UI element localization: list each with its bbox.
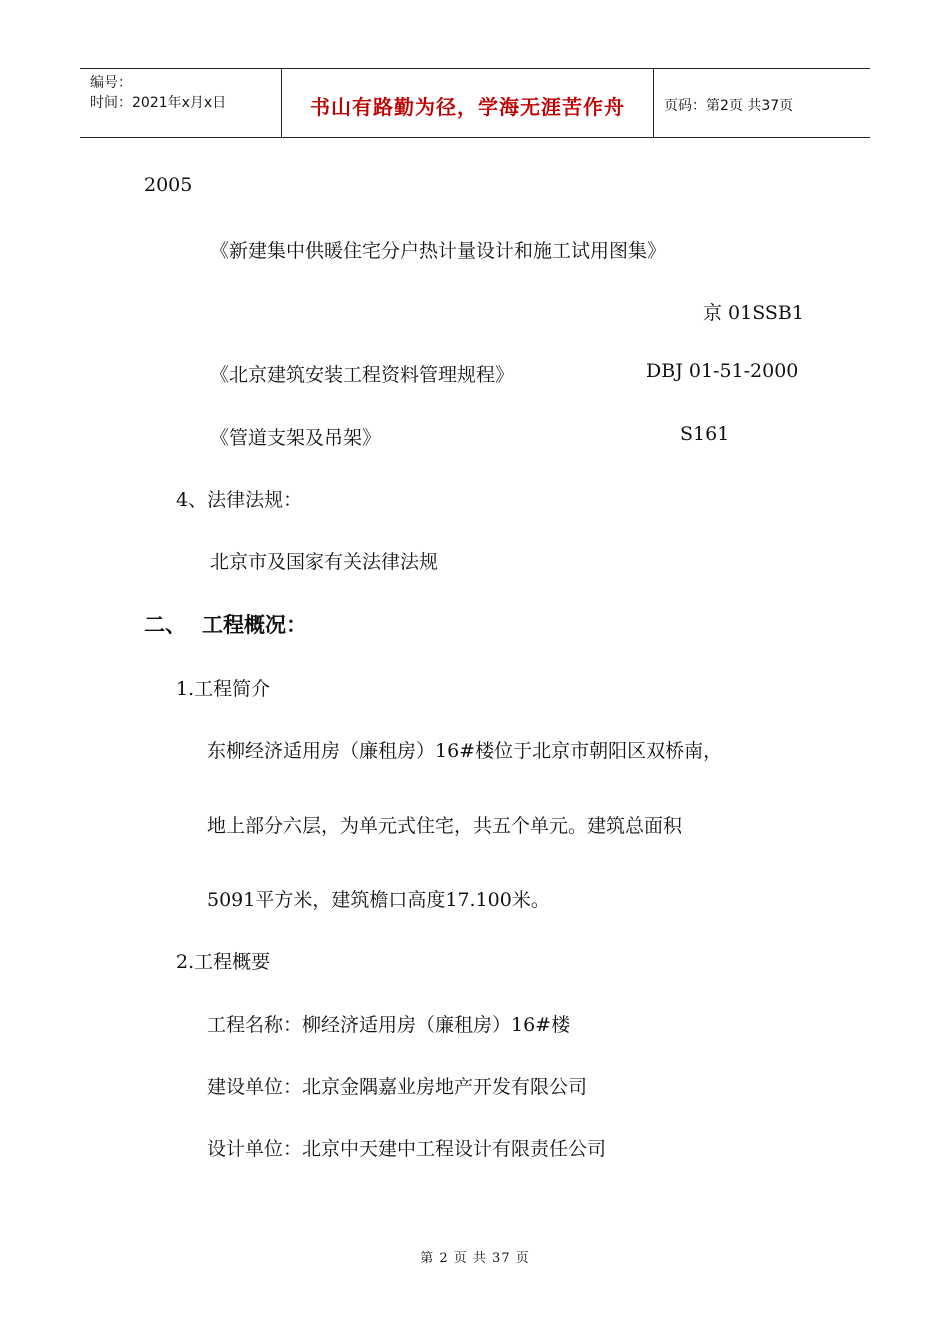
reference-beijing-regulation: 《北京建筑安装工程资料管理规程》	[210, 364, 515, 386]
header-page-info: 页码：第2页 共37页	[664, 98, 794, 114]
document-number-label: 编号：	[90, 75, 132, 91]
reference-beijing-regulation-code: DBJ 01-51-2000	[646, 360, 799, 382]
intro-paragraph-line-3: 5091平方米，建筑檐口高度17.100米。	[207, 889, 550, 911]
reference-heating-atlas: 《新建集中供暖住宅分户热计量设计和施工试用图集》	[210, 240, 667, 262]
header-meta-cell	[80, 69, 282, 137]
section-2-title: 工程概况：	[202, 613, 307, 637]
year-text: 2005	[144, 174, 193, 196]
design-unit: 设计单位：北京中天建中工程设计有限责任公司	[207, 1138, 607, 1160]
page-header	[80, 68, 870, 138]
project-name: 工程名称：柳经济适用房（廉租房）16#楼	[207, 1014, 571, 1036]
subsection-summary-title: 2.工程概要	[176, 951, 271, 973]
section-laws-title: 4、法律法规：	[176, 489, 303, 511]
page-footer: 第 2 页 共 37 页	[420, 1251, 530, 1266]
intro-paragraph-line-1: 东柳经济适用房（廉租房）16#楼位于北京市朝阳区双桥南，	[207, 740, 723, 762]
document-time-label: 时间：2021年x月x日	[90, 95, 227, 111]
intro-paragraph-line-2: 地上部分六层，为单元式住宅，共五个单元。建筑总面积	[207, 815, 683, 837]
section-2-number: 二、	[144, 613, 186, 637]
subsection-intro-title: 1.工程简介	[176, 678, 271, 700]
reference-pipe-support-code: S161	[680, 423, 730, 445]
header-slogan: 书山有路勤为径，学海无涯苦作舟	[282, 69, 654, 137]
construction-unit: 建设单位：北京金隅嘉业房地产开发有限公司	[207, 1076, 588, 1098]
section-laws-text: 北京市及国家有关法律法规	[210, 551, 439, 573]
reference-pipe-support: 《管道支架及吊架》	[210, 427, 382, 449]
reference-heating-atlas-code: 京 01SSB1	[703, 302, 804, 324]
